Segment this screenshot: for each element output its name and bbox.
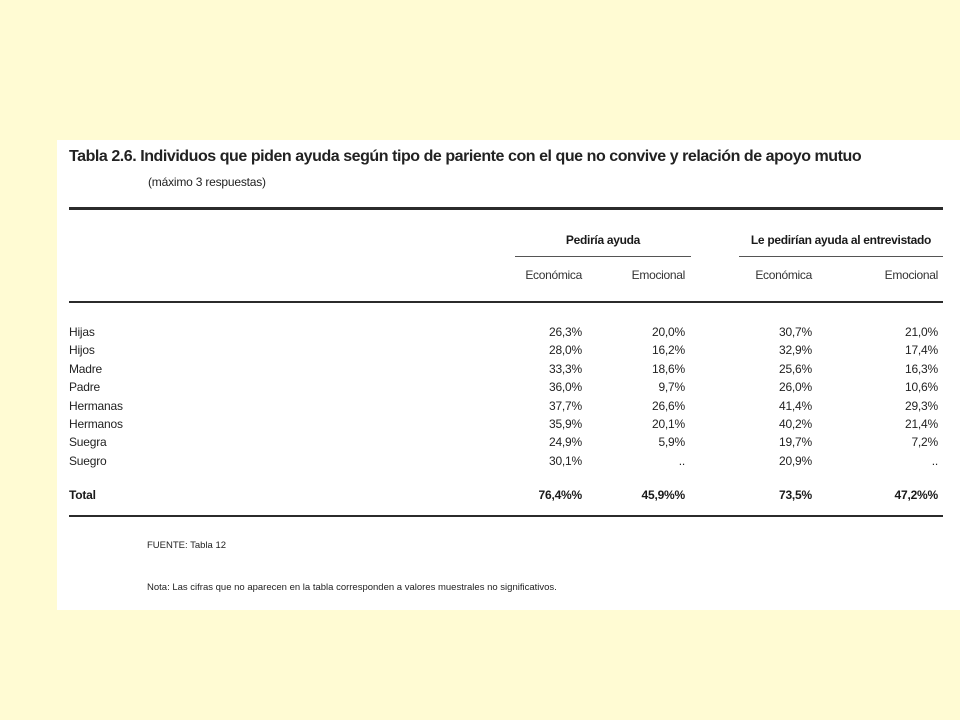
cell-value: 28,0% (548, 343, 582, 358)
cell-value: 5,9% (658, 435, 685, 450)
source-text: FUENTE: Tabla 12 (147, 540, 227, 551)
group-underline-le-pedirian-ayuda (739, 256, 943, 257)
table-row (57, 362, 960, 380)
row-label: Hijas (69, 325, 95, 339)
table-row (57, 454, 960, 472)
row-label: Suegro (69, 453, 107, 468)
cell-value: 40,2% (778, 416, 812, 431)
cell-value: 24,9% (548, 435, 582, 450)
column-header-economica-2: Económica (755, 268, 812, 282)
total-value: 47,2%% (894, 488, 938, 502)
row-label: Hermanos (69, 416, 123, 431)
total-value: 73,5% (778, 488, 812, 502)
cell-value: 35,9% (548, 416, 582, 431)
table-body (57, 325, 960, 472)
cell-value: 32,9% (778, 343, 812, 358)
row-label: Madre (69, 361, 103, 376)
total-label: Total (69, 488, 96, 502)
top-rule (69, 207, 943, 210)
cell-value: 20,9% (778, 453, 812, 468)
table-row (57, 435, 960, 453)
cell-value: .. (678, 453, 685, 468)
cell-value: 29,3% (904, 398, 938, 413)
table-row (57, 343, 960, 361)
cell-value: 10,6% (904, 380, 938, 395)
cell-value: 20,0% (651, 325, 685, 339)
table-row (57, 399, 960, 417)
cell-value: 16,3% (904, 361, 938, 376)
group-header-pediria-ayuda: Pediría ayuda (565, 233, 641, 247)
table-row (57, 325, 960, 343)
total-row (57, 488, 960, 506)
cell-value: 20,1% (651, 416, 685, 431)
cell-value: 26,3% (548, 325, 582, 339)
column-header-economica-1: Económica (525, 268, 582, 282)
table-subtitle: (máximo 3 respuestas) (148, 175, 266, 189)
cell-value: 19,7% (778, 435, 812, 450)
column-header-emocional-2: Emocional (884, 268, 938, 282)
total-value: 76,4%% (538, 488, 582, 502)
table-title: Tabla 2.6. Individuos que piden ayuda según tipo de pariente con el que no convive y relación de apoyo mutuo (69, 148, 862, 165)
cell-value: 37,7% (548, 398, 582, 413)
group-underline-pediria-ayuda (515, 256, 691, 257)
cell-value: .. (931, 453, 938, 468)
header-rule (69, 301, 943, 303)
cell-value: 33,3% (548, 361, 582, 376)
group-header-le-pedirian-ayuda: Le pedirían ayuda al entrevistado (750, 233, 932, 247)
row-label: Suegra (69, 435, 107, 450)
cell-value: 41,4% (778, 398, 812, 413)
note-text: Nota: Las cifras que no aparecen en la tabla corresponden a valores muestrales no significativos. (147, 582, 557, 593)
cell-value: 36,0% (548, 380, 582, 395)
cell-value: 18,6% (651, 361, 685, 376)
cell-value: 26,0% (778, 380, 812, 395)
cell-value: 26,6% (651, 398, 685, 413)
row-label: Padre (69, 380, 101, 395)
bottom-rule (69, 515, 943, 517)
cell-value: 30,7% (778, 325, 812, 339)
table-row (57, 417, 960, 435)
cell-value: 21,4% (904, 416, 938, 431)
table-sheet (57, 140, 960, 610)
cell-value: 16,2% (651, 343, 685, 358)
cell-value: 21,0% (904, 325, 938, 339)
cell-value: 9,7% (658, 380, 685, 395)
cell-value: 25,6% (778, 361, 812, 376)
row-label: Hijos (69, 343, 95, 358)
cell-value: 17,4% (904, 343, 938, 358)
column-header-emocional-1: Emocional (631, 268, 685, 282)
total-value: 45,9%% (641, 488, 685, 502)
cell-value: 30,1% (548, 453, 582, 468)
row-label: Hermanas (69, 398, 123, 413)
cell-value: 7,2% (911, 435, 938, 450)
table-row (57, 380, 960, 398)
